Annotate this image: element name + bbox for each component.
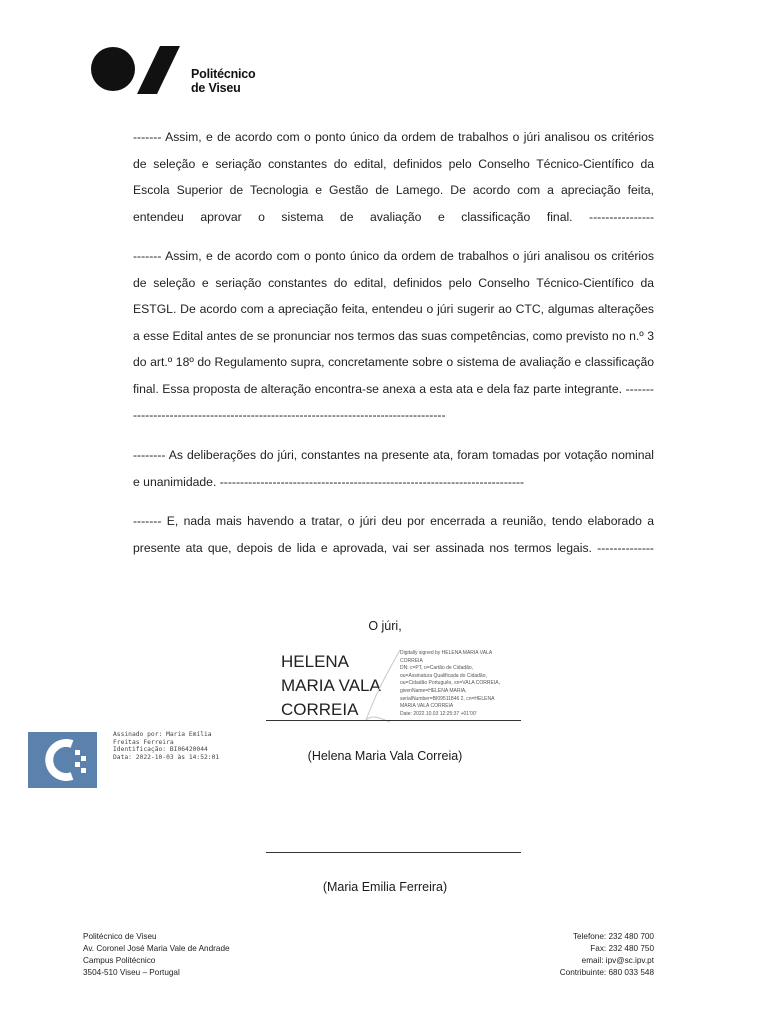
footer-left-line: Campus Politécnico [83,956,156,965]
sig-detail-line: Date: 2022.10.03 12:25:37 +01'00' [400,710,477,717]
footer-address [83,931,230,979]
signature-stamp-icon [28,732,97,788]
paragraph-3-block [133,442,654,495]
logo-line-2: de Viseu [191,81,241,95]
stamp-line: Identificação: BI06420044 [113,746,208,754]
sig-detail-line: givenName=HELENA MARIA, [400,687,467,694]
sig-detail-line: ou=Assinatura Qualificada do Cidadão, [400,672,487,679]
paragraph-3: -------- As deliberações do júri, constantes na presente ata, foram tomadas por votação nominal e unanimidade. --------------------------------------------------------------------------- [133,448,654,489]
paragraph-2: ------- Assim, e de acordo com o ponto único da ordem de trabalhos o júri analisou os critérios de seleção e seriação constantes do edital, definidos pelo Conselho Técnico-Científico da ESTGL. De acordo com a apreciação feita, entendeu o júri sugerir ao CTC, algumas alterações a esse Edital antes de se pronunciar nos termos das suas competências, como previsto no n.º 3 do art.º 18º do Regulamento supra, concretamente sobre o sistema de avaliação e classificação final. Essa proposta de alteração encontra-se anexa a esta ata e dela faz parte integrante. ------------------------------------------------------------------------------------ [133,249,654,422]
footer-right-line: email: ipv@sc.ipv.pt [581,956,654,965]
stamp-line: Data: 2022-10-03 às 14:52:01 [113,753,220,761]
stamp-line: Freitas Ferreira [113,738,174,746]
paragraph-1-block [133,124,654,230]
paragraph-4: ------- E, nada mais havendo a tratar, o júri deu por encerrada a reunião, tendo elaborado a presente ata que, depois de lida e aprovada, vai ser assinada nos termos legais. -------------- [133,514,654,555]
logo-line-1: Politécnico [191,67,256,81]
sig-detail-line: Digitally signed by HELENA MARIA VALA [400,650,493,656]
footer-left-line: Av. Coronel José Maria Vale de Andrade [83,944,230,953]
juri-label: O júri, [368,619,402,633]
sig-detail-line: MARIA VALA CORREIA [400,703,454,710]
footer-right-line: Telefone: 232 480 700 [572,932,654,941]
paragraph-1: ------- Assim, e de acordo com o ponto único da ordem de trabalhos o júri analisou os critérios de seleção e seriação constantes do edital, definidos pelo Conselho Técnico-Científico da Escola Superior de Tecnologia e Gestão de Lamego. De acordo com a apreciação feita, entendeu aprovar o sistema de avaliação e classificação final. ---------------- [133,130,654,224]
paragraph-4-block [133,508,654,561]
footer-left-line: 3504-510 Viseu – Portugal [83,968,180,977]
stamp-text [113,731,219,761]
footer-contacts [560,931,654,979]
logo-wordmark [191,67,255,95]
sig-detail-line: DN: c=PT, o=Cartão de Cidadão, [400,665,474,672]
digital-signature-details [400,650,520,718]
paragraph-2-block [133,243,654,429]
sig-detail-line: ou=Cidadão Português, sn=VALA CORREIA, [400,680,500,687]
footer-right-line: Contribuinte: 680 033 548 [559,968,654,977]
signer-1-name: (Helena Maria Vala Correia) [307,749,463,763]
footer-left-line: Politécnico de Viseu [83,932,157,941]
signer-2-name: (Maria Emilia Ferreira) [322,880,448,894]
digital-name-line-3: CORREIA [281,700,359,719]
stamp-line: Assinado por: Maria Emília [113,731,212,738]
sig-detail-line: CORREIA [400,657,423,664]
digital-name-line-2: MARIA VALA [281,676,381,695]
signature-line-2 [266,852,521,853]
sig-detail-line: serialNumber=BI09511846 2, cn=HELENA [400,695,495,702]
digital-name-line-1: HELENA [281,652,350,671]
signature-line-1 [266,720,521,721]
footer-right-line: Fax: 232 480 750 [590,944,654,953]
